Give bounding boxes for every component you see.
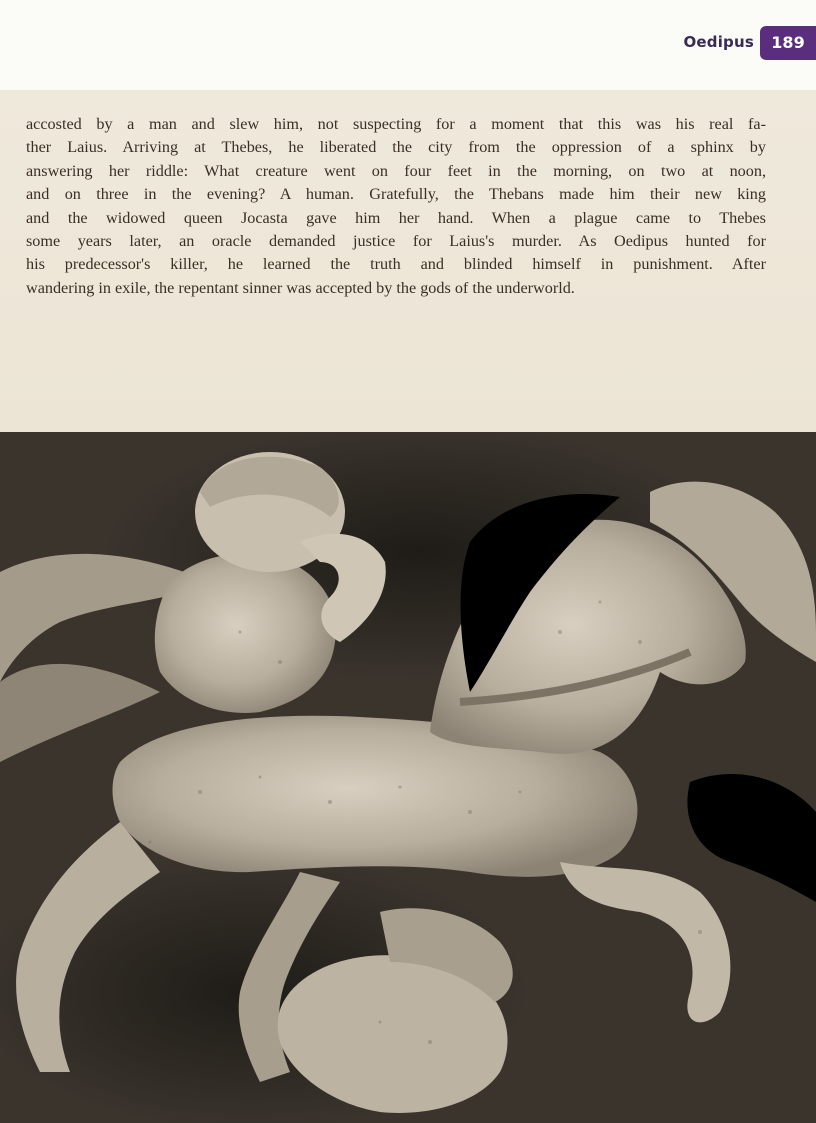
body-line: some years later, an oracle demanded justice for Laius's murder. As Oedipus hunted for bbox=[26, 232, 766, 251]
page-header bbox=[0, 0, 816, 90]
body-line: accosted by a man and slew him, not suspecting for a moment that this was his real fa- bbox=[26, 115, 766, 133]
relief-illustration bbox=[0, 432, 816, 1123]
body-line: and on three in the evening? A human. Gratefully, the Thebans made him their new king bbox=[26, 185, 766, 204]
running-head: Oedipus bbox=[683, 33, 754, 51]
rider-torso-shape bbox=[155, 554, 336, 713]
relief-photograph bbox=[0, 432, 816, 1123]
body-line: his predecessor's killer, he learned the truth and blinded himself in punishment. After bbox=[26, 255, 766, 274]
page-number-badge: 189 bbox=[760, 26, 816, 60]
body-line: ther Laius. Arriving at Thebes, he liberated the city from the oppression of a sphinx by bbox=[26, 138, 766, 157]
body-paragraph bbox=[26, 113, 766, 300]
body-line: wandering in exile, the repentant sinner was accepted by the gods of the underworld. bbox=[26, 278, 575, 297]
body-line: answering her riddle: What creature went on four feet in the morning, on two at noon, bbox=[26, 161, 766, 180]
body-line: and the widowed queen Jocasta gave him her hand. When a plague came to Thebes bbox=[26, 208, 766, 227]
